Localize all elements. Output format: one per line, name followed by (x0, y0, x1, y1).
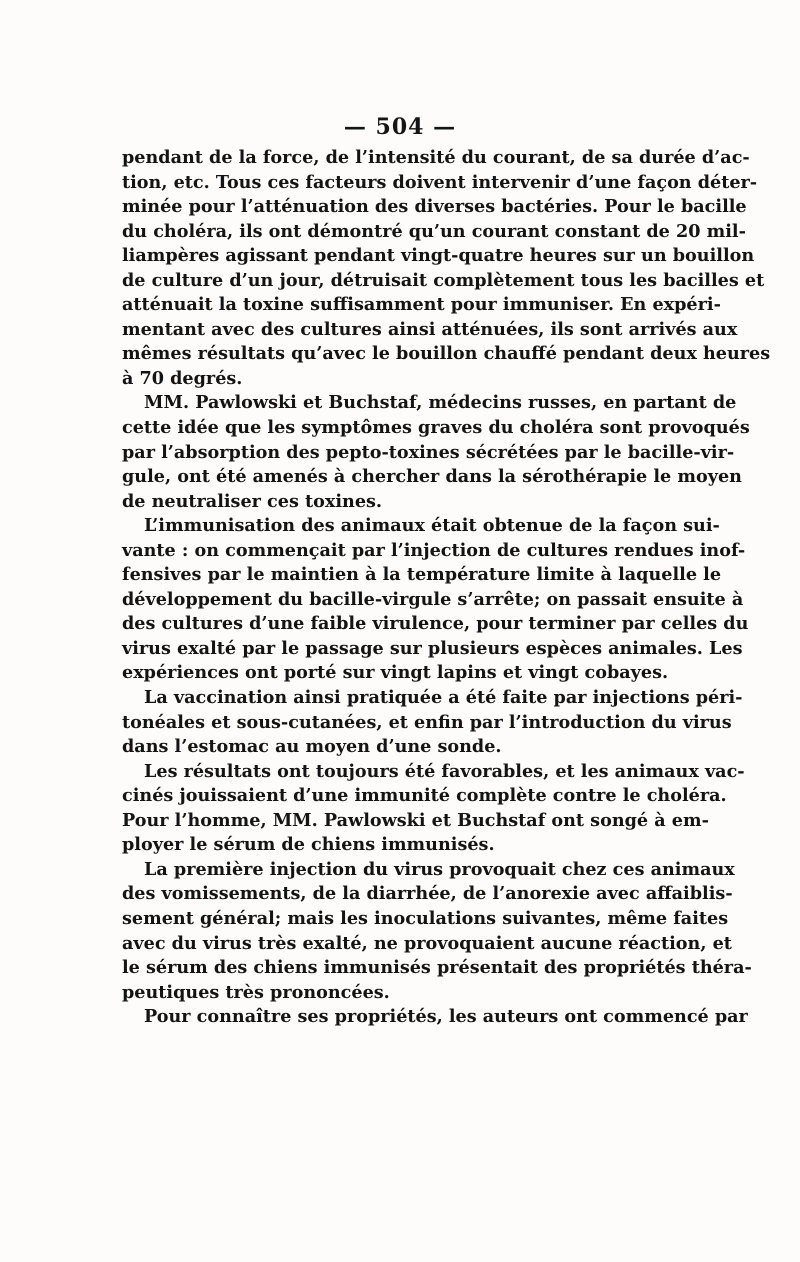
text-line: virus exalté par le passage sur plusieurs espèces animales. Les (122, 637, 743, 659)
text-line: L’immunisation des animaux était obtenue de la façon sui- (144, 515, 720, 537)
text-line: du choléra, ils ont démontré qu’un courant constant de 20 mil- (122, 220, 746, 242)
page-number: — 504 — (343, 114, 457, 140)
body-text (122, 146, 771, 1030)
text-line: peutiques très prononcées. (122, 981, 390, 1003)
text-line: ployer le sérum de chiens immunisés. (122, 834, 495, 856)
text-line: des cultures d’une faible virulence, pour terminer par celles du (122, 613, 749, 635)
text-line: expériences ont porté sur vingt lapins et vingt cobayes. (122, 662, 669, 684)
text-line: de neutraliser ces toxines. (122, 490, 383, 512)
text-line: des vomissements, de la diarrhée, de l’anorexie avec affaiblis- (122, 883, 733, 905)
text-line: sement général; mais les inoculations suivantes, même faites (122, 907, 729, 929)
text-line: tonéales et sous-cutanées, et enfin par l’introduction du virus (122, 711, 732, 733)
text-line: à 70 degrés. (122, 367, 243, 389)
text-line: Pour l’homme, MM. Pawlowski et Buchstaf ont songé à em- (122, 809, 709, 831)
text-line: dans l’estomac au moyen d’une sonde. (122, 736, 502, 758)
text-line: minée pour l’atténuation des diverses bactéries. Pour le bacille (122, 196, 747, 218)
text-line: atténuait la toxine suffisamment pour immuniser. En expéri- (122, 294, 721, 316)
text-line: de culture d’un jour, détruisait complètement tous les bacilles et (122, 269, 765, 291)
text-line: cinés jouissaient d’une immunité complète contre le choléra. (122, 785, 727, 807)
text-line: pendant de la force, de l’intensité du courant, de sa durée d’ac- (122, 147, 750, 168)
text-line: le sérum des chiens immunisés présentait des propriétés théra- (122, 957, 752, 979)
text-line: La vaccination ainsi pratiquée a été faite par injections péri- (144, 687, 743, 709)
text-line: MM. Pawlowski et Buchstaf, médecins russes, en partant de (144, 392, 737, 414)
text-line: par l’absorption des pepto-toxines sécrétées par le bacille-vir- (122, 441, 735, 463)
text-line: La première injection du virus provoquait chez ces animaux (144, 858, 735, 880)
text-line: Pour connaître ses propriétés, les auteurs ont commencé par (144, 1006, 748, 1028)
text-line: tion, etc. Tous ces facteurs doivent intervenir d’une façon déter- (122, 171, 758, 193)
text-line: développement du bacille-virgule s’arrête; on passait ensuite à (122, 588, 744, 610)
text-line: cette idée que les symptômes graves du choléra sont provoqués (122, 417, 750, 439)
text-line: avec du virus très exalté, ne provoquaient aucune réaction, et (122, 932, 732, 954)
text-line: vante : on commençait par l’injection de cultures rendues inof- (122, 539, 746, 561)
text-line: liampères agissant pendant vingt-quatre heures sur un bouillon (122, 245, 755, 267)
text-line: Les résultats ont toujours été favorables, et les animaux vac- (144, 760, 745, 782)
text-line: gule, ont été amenés à chercher dans la sérothérapie le moyen (122, 466, 742, 488)
text-line: mentant avec des cultures ainsi atténuées, ils sont arrivés aux (122, 318, 738, 340)
text-line: fensives par le maintien à la température limite à laquelle le (122, 564, 722, 586)
text-line: mêmes résultats qu’avec le bouillon chauffé pendant deux heures (122, 343, 771, 365)
